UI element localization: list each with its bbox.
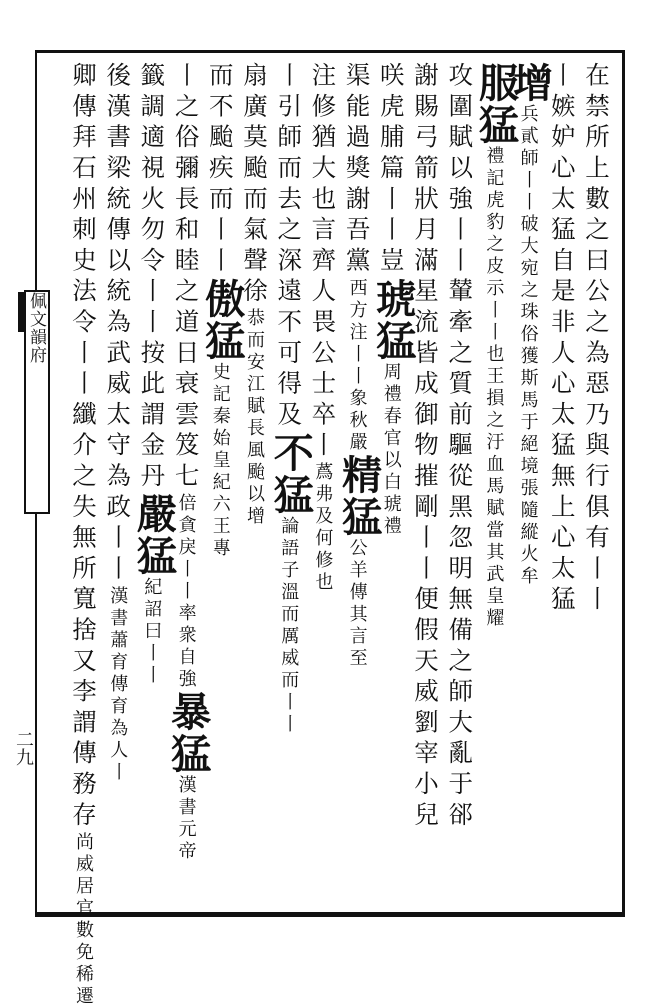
text-column — [506, 62, 554, 912]
body-text: 丨嫉妒心太猛自是非人心太猛無上心太猛 — [547, 62, 577, 617]
body-text: 攻圍賦以強丨丨輦牽之質前驅從黑忽明無備之師大亂于郤 — [445, 62, 475, 832]
text-column — [267, 62, 315, 912]
margin-label-box — [24, 290, 50, 514]
body-text: 而不颱疾而丨丨 — [205, 62, 235, 278]
annotation-text: 漢書元帝 — [175, 775, 197, 864]
annotation-text: 蔿弗及何修也 — [312, 462, 334, 595]
annotation-text: 周禮春官以白琥禮 — [380, 361, 402, 538]
text-column — [441, 62, 477, 912]
body-text: 謝賜弓箭狀月滿星流皆成御物摧剛丨丨便假天威劉宰小兒 — [411, 62, 440, 832]
body-text: 咲虎脯篇丨丨豈 — [376, 62, 406, 278]
annotation-text: 禮記虎豹之皮示丨丨也王損之汙血馬賦當其武皇耀 — [483, 146, 505, 630]
text-column — [130, 62, 178, 912]
top-border — [35, 50, 625, 53]
annotation-text: 恭而安江賦長風颱以增 — [244, 308, 265, 529]
annotation-text: 倍貪戾丨丨率衆自強 — [175, 493, 197, 692]
annotation-text: 公羊傳其言至 — [346, 537, 368, 670]
text-column — [335, 62, 383, 912]
text-column — [236, 62, 272, 912]
entry-heading: 琥猛 — [369, 277, 417, 362]
text-column — [578, 62, 614, 912]
text-column — [472, 62, 520, 912]
bottom-border — [35, 912, 625, 917]
entry-heading: 服猛 — [472, 62, 520, 146]
entry-heading: 嚴猛 — [130, 493, 178, 578]
entry-heading: 精猛 — [335, 453, 383, 538]
page-number: 二九 — [13, 730, 34, 766]
body-text: 卿傳拜石州刺史法令丨丨纖介之失無所寬捨又李謂傳務存 — [69, 62, 98, 832]
entry-heading: 增 — [506, 62, 554, 104]
text-column — [164, 62, 212, 912]
text-column — [65, 62, 101, 1008]
entry-heading: 傲猛 — [198, 277, 246, 362]
body-text: 渠能過獎謝吾黨 — [342, 62, 372, 278]
body-text: 後漢書梁統傳以統為武威太守為政丨丨 — [103, 62, 133, 586]
annotation-text: 論語子溫而厲威而丨丨 — [278, 515, 300, 736]
text-column — [198, 62, 246, 912]
entry-heading: 暴猛 — [164, 691, 212, 776]
annotation-text: 西方注丨丨象秋嚴 — [346, 277, 368, 454]
body-text: 籤調適視火勿令丨丨按此謂金丹 — [137, 62, 167, 494]
text-column — [99, 62, 135, 912]
annotation-text: 史記秦始皇紀六王專 — [209, 361, 231, 560]
text-column — [544, 62, 580, 912]
annotation-text: 尚威居官數免稀遷 — [73, 832, 94, 1008]
body-text: 丨引師而去之深遠不可得及 — [274, 62, 304, 432]
margin-label: 佩文韻府 — [26, 292, 46, 364]
body-text: 扇廣莫颱而氣聲徐 — [240, 62, 269, 309]
annotation-text: 紀詔曰丨丨 — [141, 577, 163, 688]
annotation-text: 兵貳師丨丨破大宛之珠俗獲斯馬于絕境張隨縱火牟 — [517, 104, 539, 588]
body-text: 在禁所上數之曰公之為惡乃與行俱有丨丨 — [582, 62, 611, 617]
annotation-text: 漢書蕭育傳育為人丨 — [107, 585, 129, 784]
entry-heading: 不猛 — [267, 431, 315, 516]
right-border — [622, 50, 625, 916]
body-text: 注修猶大也言齊人畏公士卒丨 — [308, 62, 338, 463]
body-text: 丨之俗彌長和睦之道日衰雲笈七 — [171, 62, 201, 494]
text-column — [407, 62, 443, 912]
